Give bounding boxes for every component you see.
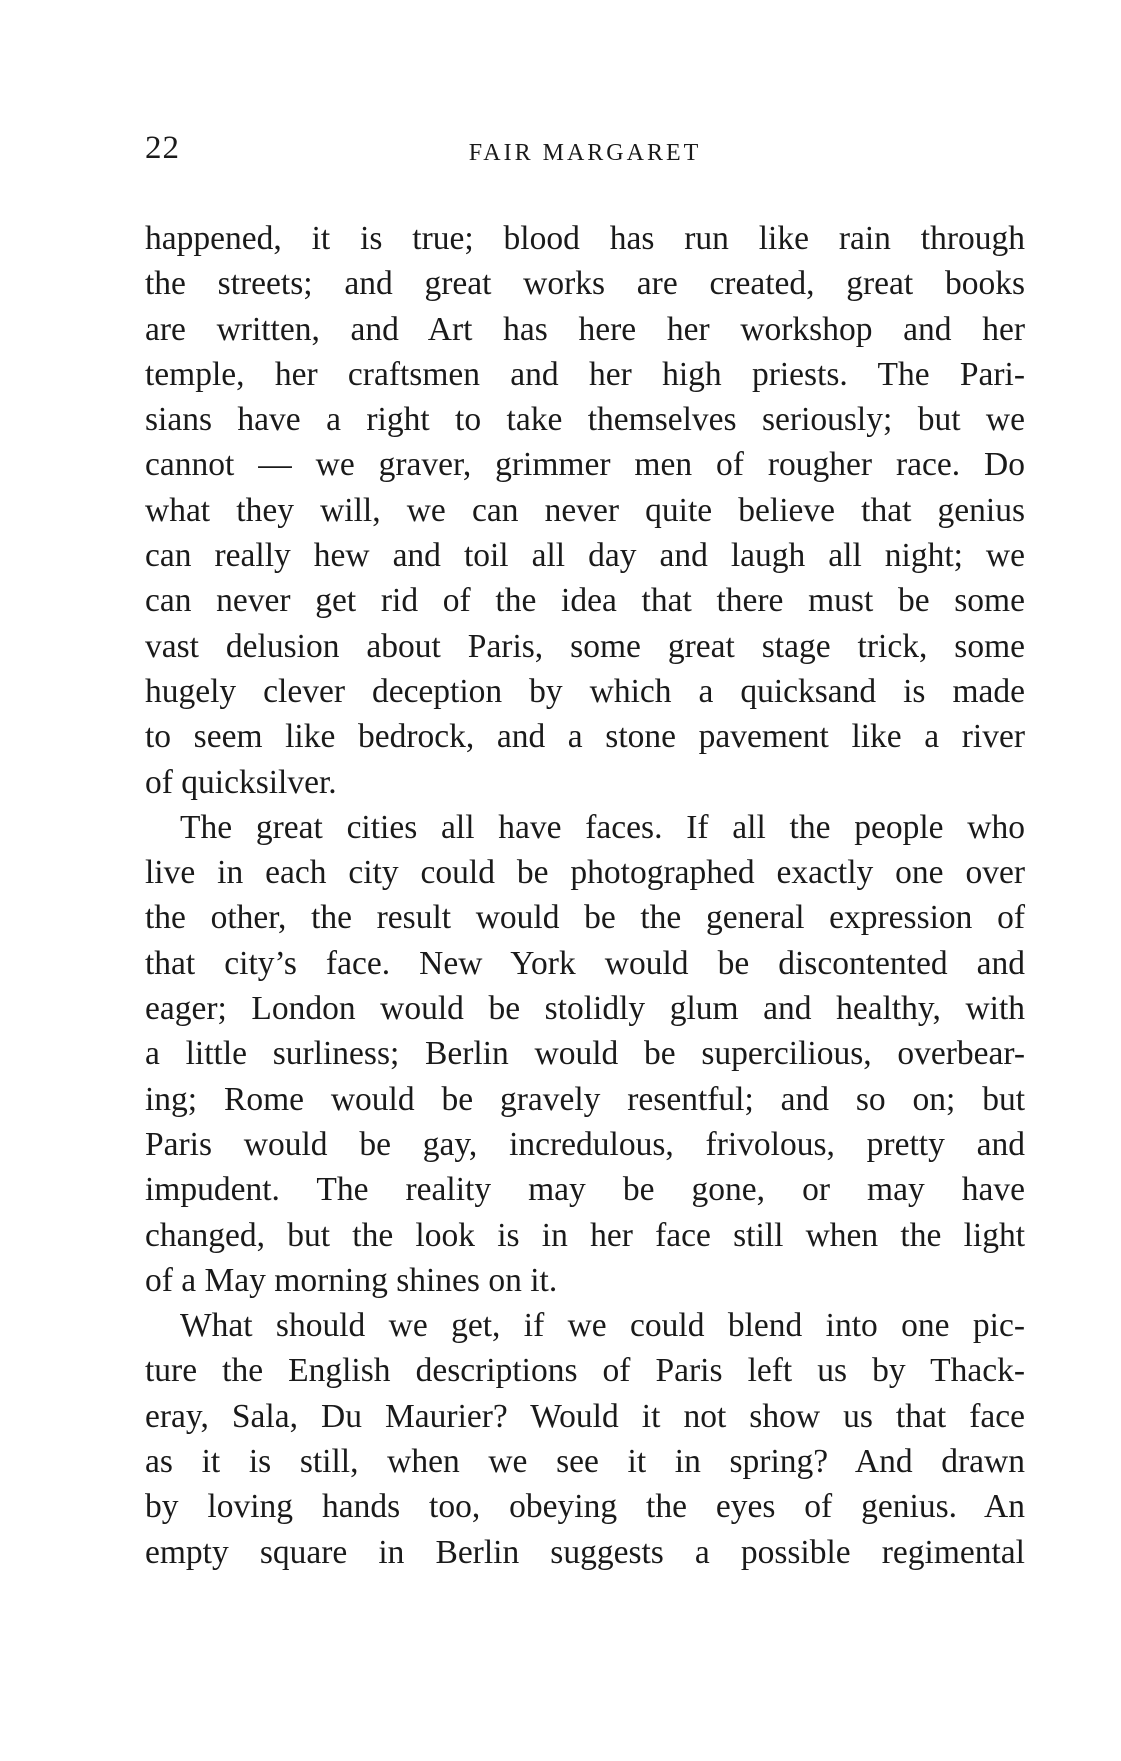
text-line: can really hew and toil all day and laugh all night; we bbox=[145, 537, 1025, 575]
running-title: FAIR MARGARET bbox=[468, 140, 702, 166]
text-line: hugely clever deception by which a quicksand is made bbox=[145, 672, 1025, 710]
text-line: that city’s face. New York would be discontented and bbox=[145, 944, 1025, 982]
text-line: by loving hands too, obeying the eyes of genius. An bbox=[145, 1488, 1025, 1526]
text-line: cannot — we graver, grimmer men of rougher race. Do bbox=[145, 446, 1025, 484]
text-line: happened, it is true; blood has run like rain through bbox=[145, 220, 1025, 257]
text-line: as it is still, when we see it in spring? And drawn bbox=[145, 1443, 1025, 1481]
text-line: of quicksilver. bbox=[145, 763, 337, 801]
text-line: eray, Sala, Du Maurier? Would it not show us that face bbox=[145, 1397, 1025, 1435]
page-header bbox=[145, 130, 1025, 180]
text-line: eager; London would be stolidly glum and healthy, with bbox=[145, 990, 1025, 1028]
text-line: can never get rid of the idea that there must be some bbox=[145, 582, 1025, 620]
page-number: 22 bbox=[145, 130, 180, 166]
text-line: a little surliness; Berlin would be supercilious, overbear- bbox=[145, 1035, 1025, 1073]
text-line: what they will, we can never quite believe that genius bbox=[145, 491, 1025, 529]
text-line: ture the English descriptions of Paris left us by Thack- bbox=[145, 1352, 1025, 1390]
text-line: vast delusion about Paris, some great stage trick, some bbox=[145, 627, 1025, 665]
text-line: empty square in Berlin suggests a possible regimental bbox=[145, 1533, 1025, 1571]
text-line: the other, the result would be the general expression of bbox=[145, 899, 1025, 937]
text-line: live in each city could be photographed exactly one over bbox=[145, 854, 1025, 892]
text-line: the streets; and great works are created, great books bbox=[145, 265, 1025, 303]
text-line: temple, her craftsmen and her high priests. The Pari- bbox=[145, 355, 1025, 393]
text-line: Paris would be gay, incredulous, frivolous, pretty and bbox=[145, 1125, 1025, 1163]
text-line: changed, but the look is in her face still when the light bbox=[145, 1216, 1025, 1254]
text-line: ing; Rome would be gravely resentful; and so on; but bbox=[145, 1080, 1025, 1118]
text-line: The great cities all have faces. If all the people who bbox=[180, 808, 1025, 846]
paragraph bbox=[145, 1303, 1025, 1575]
text-line: of a May morning shines on it. bbox=[145, 1261, 558, 1299]
body-text bbox=[145, 216, 1025, 1575]
text-line: are written, and Art has here her workshop and her bbox=[145, 310, 1025, 348]
text-line: impudent. The reality may be gone, or may have bbox=[145, 1171, 1025, 1209]
text-line: to seem like bedrock, and a stone pavement like a river bbox=[145, 718, 1025, 756]
paragraph bbox=[145, 216, 1025, 805]
text-line: sians have a right to take themselves seriously; but we bbox=[145, 401, 1025, 439]
paragraph bbox=[145, 805, 1025, 1303]
text-line: What should we get, if we could blend into one pic- bbox=[180, 1307, 1025, 1345]
